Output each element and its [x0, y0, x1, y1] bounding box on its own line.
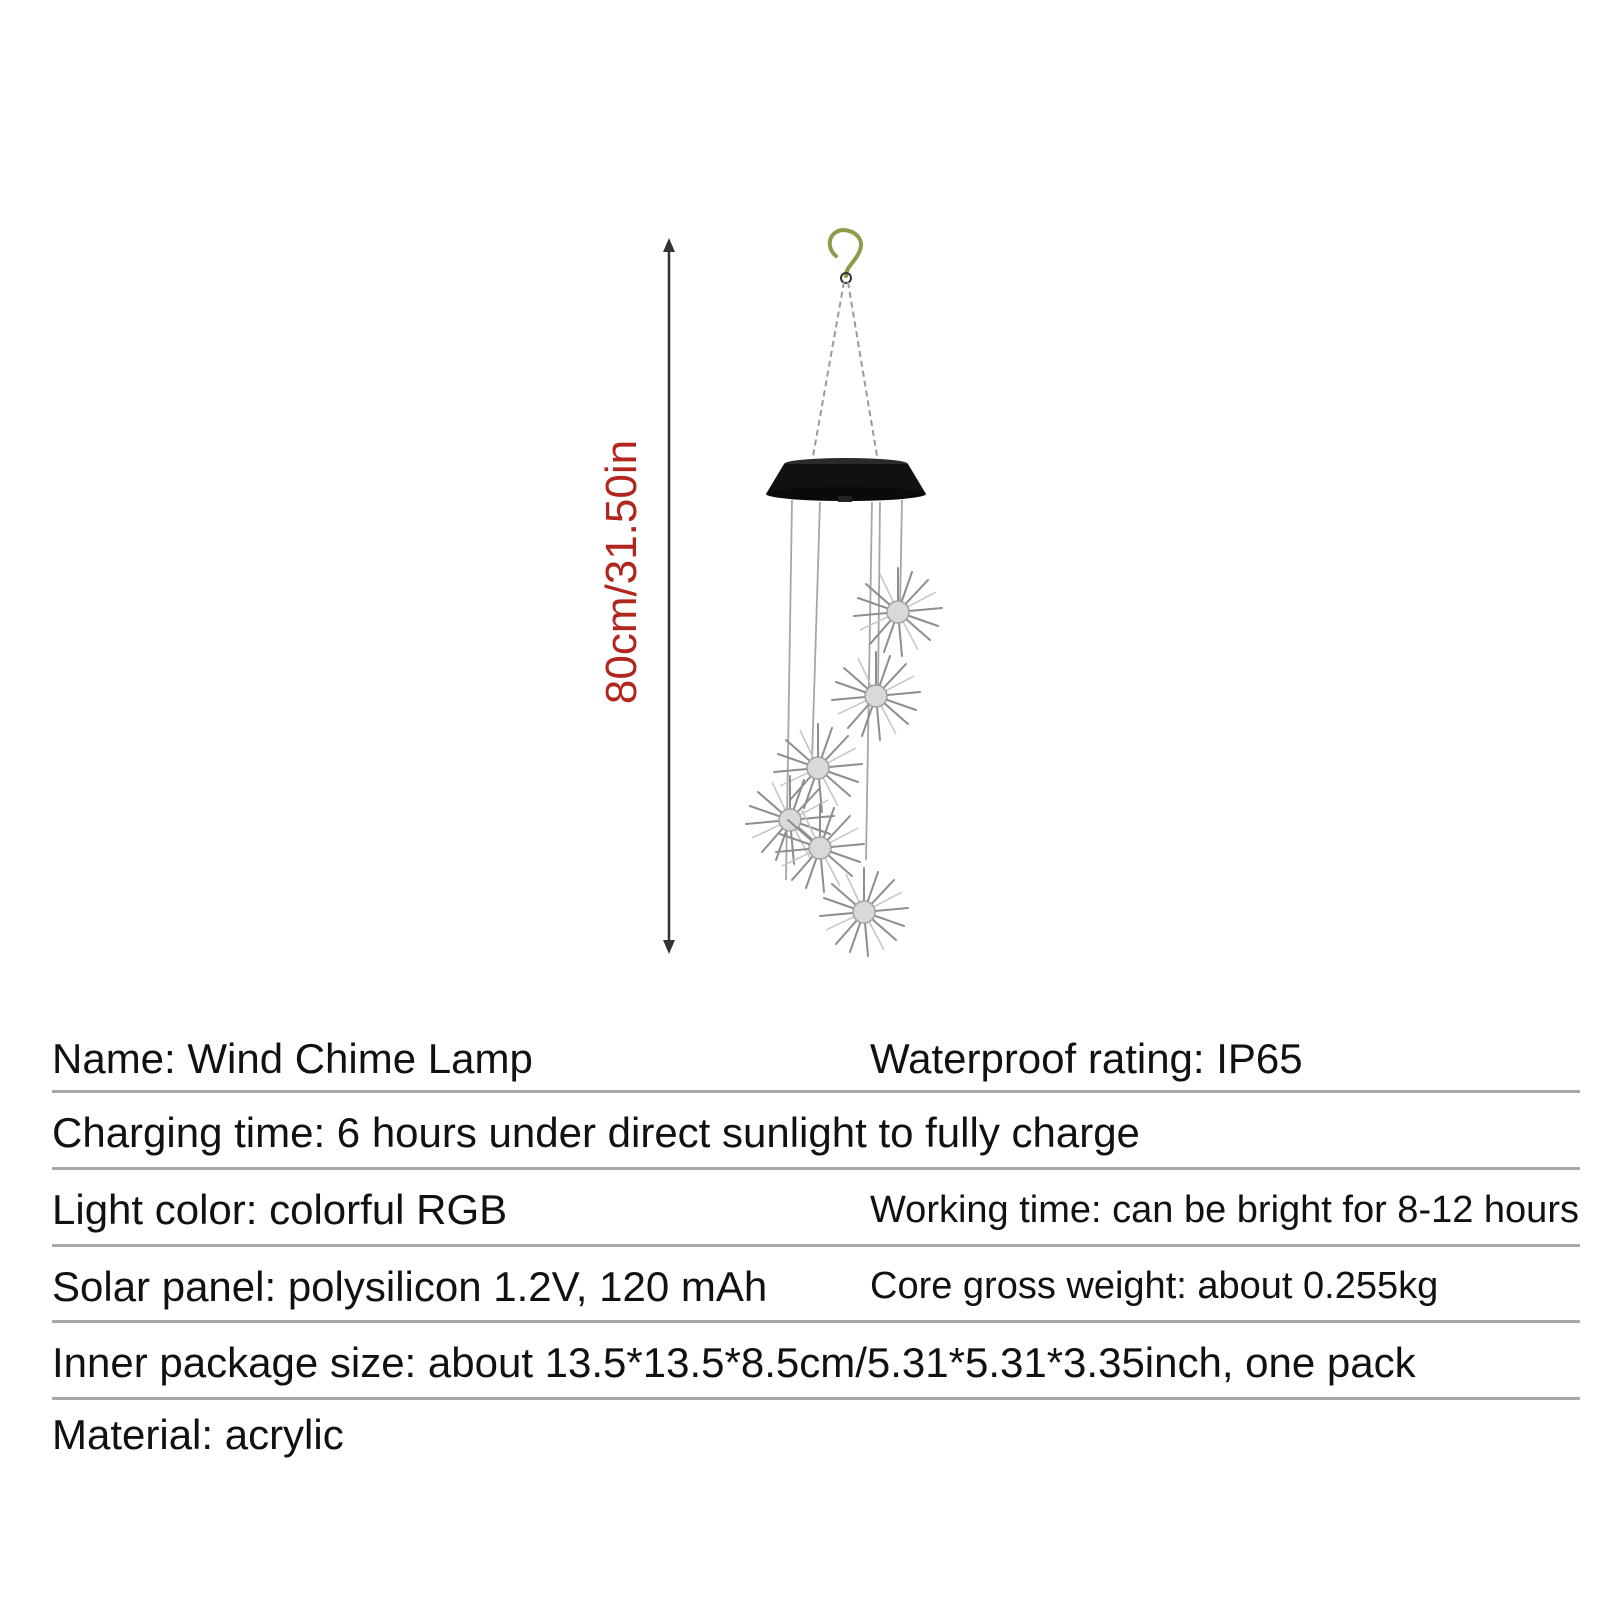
divider: [52, 1397, 1580, 1400]
spec-name: Name: Wind Chime Lamp: [52, 1035, 533, 1082]
spec-working-time: Working time: can be bright for 8-12 hours: [870, 1189, 1579, 1231]
spec-waterproof: Waterproof rating: IP65: [870, 1035, 1303, 1082]
divider: [52, 1167, 1580, 1170]
divider: [52, 1320, 1580, 1323]
spec-package-size: Inner package size: about 13.5*13.5*8.5cm/5.31*5.31*3.35inch, one pack: [52, 1339, 1416, 1386]
spec-material: Material: acrylic: [52, 1411, 344, 1458]
height-dimension-text: 80cm/31.50in: [597, 439, 646, 705]
spec-charging-time: Charging time: 6 hours under direct sunlight to fully charge: [52, 1109, 1140, 1156]
divider: [52, 1090, 1580, 1093]
solar-panel-icon: [766, 458, 926, 502]
star-ornament-icon: [746, 568, 942, 956]
hook-icon: [830, 230, 861, 283]
spec-light-color: Light color: colorful RGB: [52, 1186, 508, 1233]
dimension-arrow-icon: [663, 238, 675, 954]
spec-gross-weight: Core gross weight: about 0.255kg: [870, 1265, 1439, 1307]
divider: [52, 1244, 1580, 1247]
spec-solar-panel: Solar panel: polysilicon 1.2V, 120 mAh: [52, 1263, 768, 1310]
